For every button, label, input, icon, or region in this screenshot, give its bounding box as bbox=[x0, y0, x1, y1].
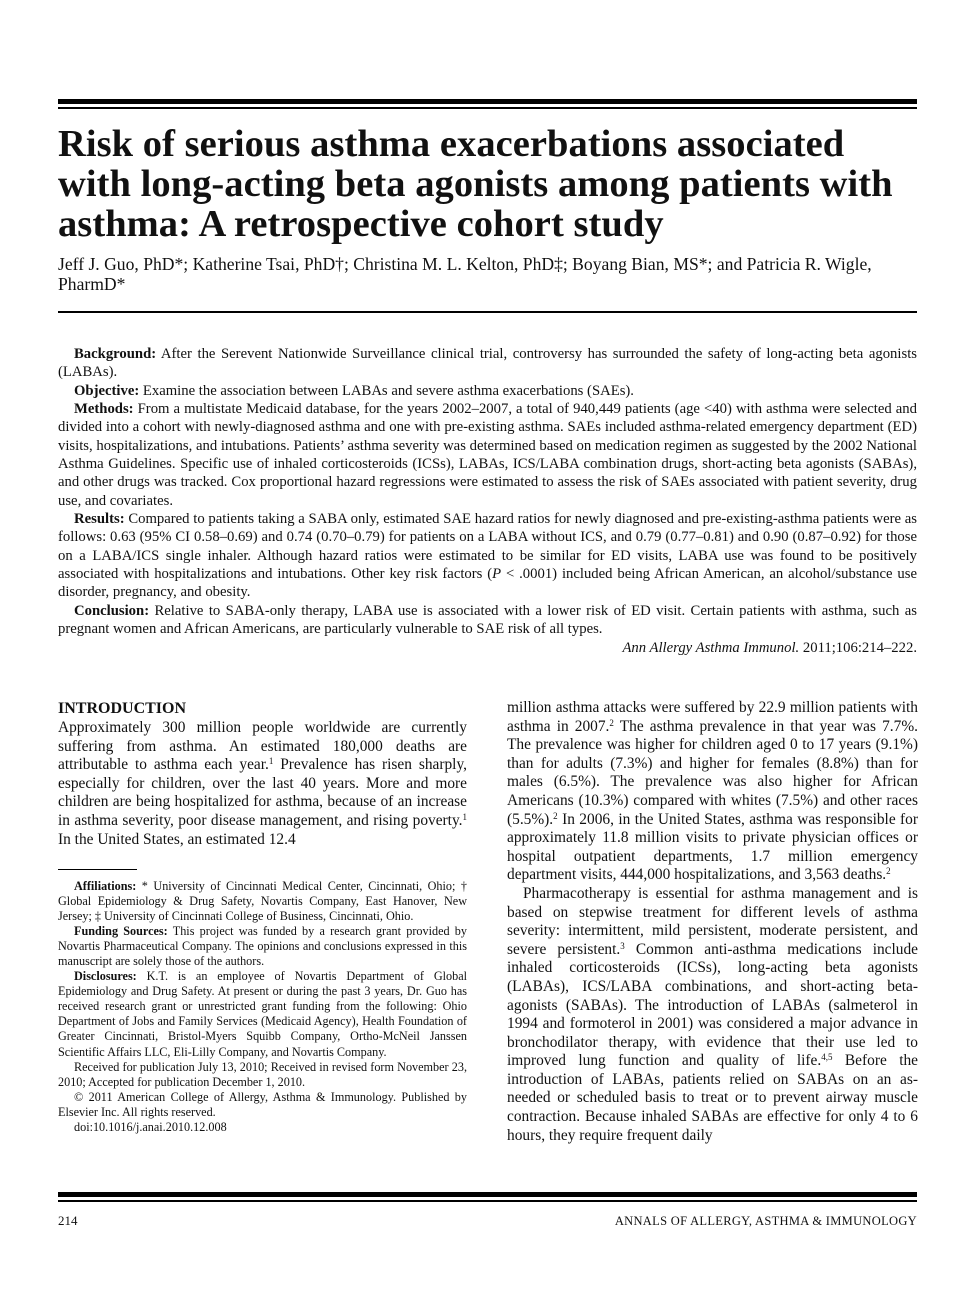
reference-link[interactable]: 1 bbox=[268, 756, 274, 767]
affiliations-text: * University of Cincinnati Medical Center, Cincinnati, Ohio; † Global Epidemiology & Drug Safety, Novartis Company, East Hanover, New Jersey; ‡ University of Cincinnati College of Business, Cincinnati, Ohio. bbox=[58, 879, 467, 924]
page-number: 214 bbox=[58, 1213, 78, 1228]
funding-text: This project was funded by a research grant provided by Novartis Pharmaceutical Company. The opinions and conclusions expressed in this manuscript are solely those of the authors. bbox=[58, 924, 467, 969]
intro-p2-text-a: Pharmacotherapy is essential for asthma management and is based on stepwise treatment for different levels of asthma severity: intermittent, mild persistent, moderate persistent, and severe persistent. bbox=[507, 884, 918, 958]
footnote-doi[interactable]: doi:10.1016/j.anai.2010.12.008 bbox=[74, 1119, 227, 1134]
intro-text-b: Prevalence has risen sharply, especially for children, over the last 40 years. More and more children are being hospitalized for asthma, because of an increase in asthma severity, poor disease management, and rising poverty. bbox=[58, 756, 467, 829]
intro-text-d: The asthma prevalence in that year was 7.7%. The prevalence was higher for children aged 0 to 17 years (9.1%) than for adults (7.3%) and higher for females (8.8%) than for males (6.5%). The prevalence was also higher for African Americans (10.3%) compared with whites (7.5%) and other races (5.5%). bbox=[507, 717, 918, 828]
abstract-objective-label: Objective: bbox=[74, 382, 140, 399]
intro-text-e: In 2006, in the United States, asthma was responsible for approximately 11.8 million visits to private physician offices or hospital outpatient departments, 1.7 million emergency department visits, 444,000 hospitalizations, and 3,563 deaths. bbox=[507, 810, 918, 884]
abstract-results bbox=[58, 510, 917, 602]
footnote-funding bbox=[58, 924, 467, 969]
funding-label: Funding Sources: bbox=[74, 924, 168, 939]
abstract-background-label: Background: bbox=[74, 346, 157, 362]
introduction-heading: INTRODUCTION bbox=[58, 700, 187, 717]
abstract-methods bbox=[58, 400, 917, 510]
reference-link[interactable]: 2 bbox=[609, 717, 614, 728]
abstract-results-p-symbol: P bbox=[492, 566, 502, 583]
disclosures-text: K.T. is an employee of Novartis Department of Global Epidemiology and Drug Safety. At present or during the past 3 years, Dr. Guo has received research grant or unrestricted grant funding from the following: Ohio Department of Jobs and Family Services (Medicaid Agency), Health Foundation of Greater Cincinnati, Bristol-Myers Squibb Company, Ortho-McNeil Janssen Scientific Affairs LLC, Eli-Lilly Company, and Novartis Company. bbox=[58, 969, 467, 1059]
intro-p2-text-c: Before the introduction of LABAs, patients relied on SABAs on an as-needed or scheduled basis to treat or to prevent airway muscle contraction. Because inhaled SABAs are effective for only 4 to 6 hours, they require frequent daily bbox=[507, 1052, 918, 1144]
bottom-thick-rule bbox=[58, 1192, 917, 1197]
abstract-objective bbox=[58, 382, 917, 400]
intro-text-c-start: In the United States, an estimated 12.4 bbox=[58, 830, 296, 848]
reference-link[interactable]: 4,5 bbox=[821, 1052, 833, 1063]
header-divider bbox=[58, 311, 917, 313]
author-list: Jeff J. Guo, PhD*; Katherine Tsai, PhD†; Christina M. L. Kelton, PhD‡; Boyang Bian, MS*; and Patricia R. Wigle, PharmD* bbox=[58, 254, 872, 294]
abstract-background bbox=[58, 345, 917, 382]
reference-link[interactable]: 1 bbox=[462, 811, 467, 822]
footnote-disclosures bbox=[58, 969, 467, 1059]
article-title: Risk of serious asthma exacerbations associated with long-acting beta agonists among patients with asthma: A retrospective cohort study bbox=[58, 123, 893, 245]
footnote-received: Received for publication July 13, 2010; Received in revised form November 23, 2010; Accepted for publication December 1, 2010. bbox=[58, 1059, 467, 1089]
reference-link[interactable]: 3 bbox=[620, 940, 625, 951]
disclosures-label: Disclosures: bbox=[74, 969, 137, 984]
reference-link[interactable]: 2 bbox=[886, 866, 891, 877]
right-column bbox=[507, 699, 918, 1145]
abstract-results-text-a: Compared to patients taking a SABA only, estimated SAE hazard ratios for newly diagnosed and pre-existing-asthma patients were as follows: 0.63 (95% CI 0.58–0.69) and 0.74 (0.70–0.79) for patients on a LABA without ICS, and 0.79 (0.77–0.81) and 0.90 (0.87–0.92) for those on a LABA/ICS single inhaler. Although hazard ratios were estimated to be similar for ED visits, LABA use was found to be positively associated with hospitalizations and intubations. Other key risk factors ( bbox=[58, 511, 917, 583]
citation-details: 2011;106:214–222. bbox=[799, 639, 917, 656]
abstract-results-label: Results: bbox=[74, 511, 125, 528]
introduction-paragraph-2 bbox=[507, 885, 918, 1145]
intro-text-c-end: million asthma attacks were suffered by 22.9 million patients with asthma in 2007. bbox=[507, 699, 918, 735]
abstract bbox=[58, 345, 917, 657]
introduction-paragraph-1-part-1 bbox=[58, 719, 467, 849]
abstract-conclusion-text: Relative to SABA-only therapy, LABA use is associated with a lower risk of ED visit. Certain patients with asthma, such as pregnant women and African Americans, are particularly vulnerable to SAE risk of all types. bbox=[58, 602, 917, 638]
bottom-thin-rule bbox=[58, 1200, 917, 1202]
footnote-affiliations bbox=[58, 879, 467, 924]
abstract-background-text: After the Serevent Nationwide Surveillance clinical trial, controversy has surrounded the safety of long-acting beta agonists (LABAs). bbox=[58, 346, 917, 381]
abstract-methods-label: Methods: bbox=[74, 401, 134, 418]
journal-name: ANNALS OF ALLERGY, ASTHMA & IMMUNOLOGY bbox=[614, 1214, 917, 1228]
intro-p2-text-b: Common anti-asthma medications include inhaled corticosteroids (ICSs), long-acting beta agonists (LABAs), ICS/LABA combinations, and short-acting beta-agonists (SABAs). The introduction of LABAs (salmeterol in 1994 and formoterol in 2001) was considered a major advance in bronchodilator therapy, with evidence that their use led to improved lung function and quality of life. bbox=[507, 940, 919, 1070]
abstract-citation bbox=[58, 639, 917, 657]
introduction-paragraph-1-part-2 bbox=[507, 699, 918, 885]
footnotes bbox=[58, 879, 467, 1135]
top-thick-rule bbox=[58, 99, 917, 104]
abstract-objective-text: Examine the association between LABAs and severe asthma exacerbations (SAEs). bbox=[139, 382, 634, 399]
footnote-copyright: © 2011 American College of Allergy, Asthma & Immunology. Published by Elsevier Inc. All rights reserved. bbox=[58, 1089, 467, 1119]
abstract-conclusion-label: Conclusion: bbox=[74, 602, 150, 619]
affiliations-label: Affiliations: bbox=[74, 879, 137, 893]
citation-journal: Ann Allergy Asthma Immunol. bbox=[622, 639, 800, 656]
abstract-conclusion bbox=[58, 602, 917, 639]
footnote-divider bbox=[58, 869, 137, 870]
left-column bbox=[58, 699, 467, 849]
reference-link[interactable]: 2 bbox=[553, 810, 558, 821]
abstract-methods-text: From a multistate Medicaid database, for the years 2002–2007, a total of 940,449 patients (age <40) with asthma were selected and divided into a cohort with newly-diagnosed asthma and one with pre-existing asthma. SAEs included asthma-related emergency department (ED) visits, hospitalizations, and intubations. Patients’ asthma severity was determined based on medication regimen as suggested by the 2002 National Asthma Guidelines. Specific use of inhaled corticosteroids (ICSs), LABAs, ICS/LABA combination drugs, short-acting beta agonists (SABAs), and other drugs was tracked. Cox proportional hazard regressions were estimated to assess the risk of SAEs associated with patient severity, drug use, and covariates. bbox=[58, 401, 917, 509]
intro-text-a: Approximately 300 million people worldwide are currently suffering from asthma. An estimated 180,000 deaths are attributable to asthma each year. bbox=[58, 719, 467, 774]
top-thin-rule bbox=[58, 107, 917, 109]
abstract-results-text-b: < .0001) included being African American, an alcohol/substance use disorder, pregnancy, and obesity. bbox=[58, 566, 917, 601]
